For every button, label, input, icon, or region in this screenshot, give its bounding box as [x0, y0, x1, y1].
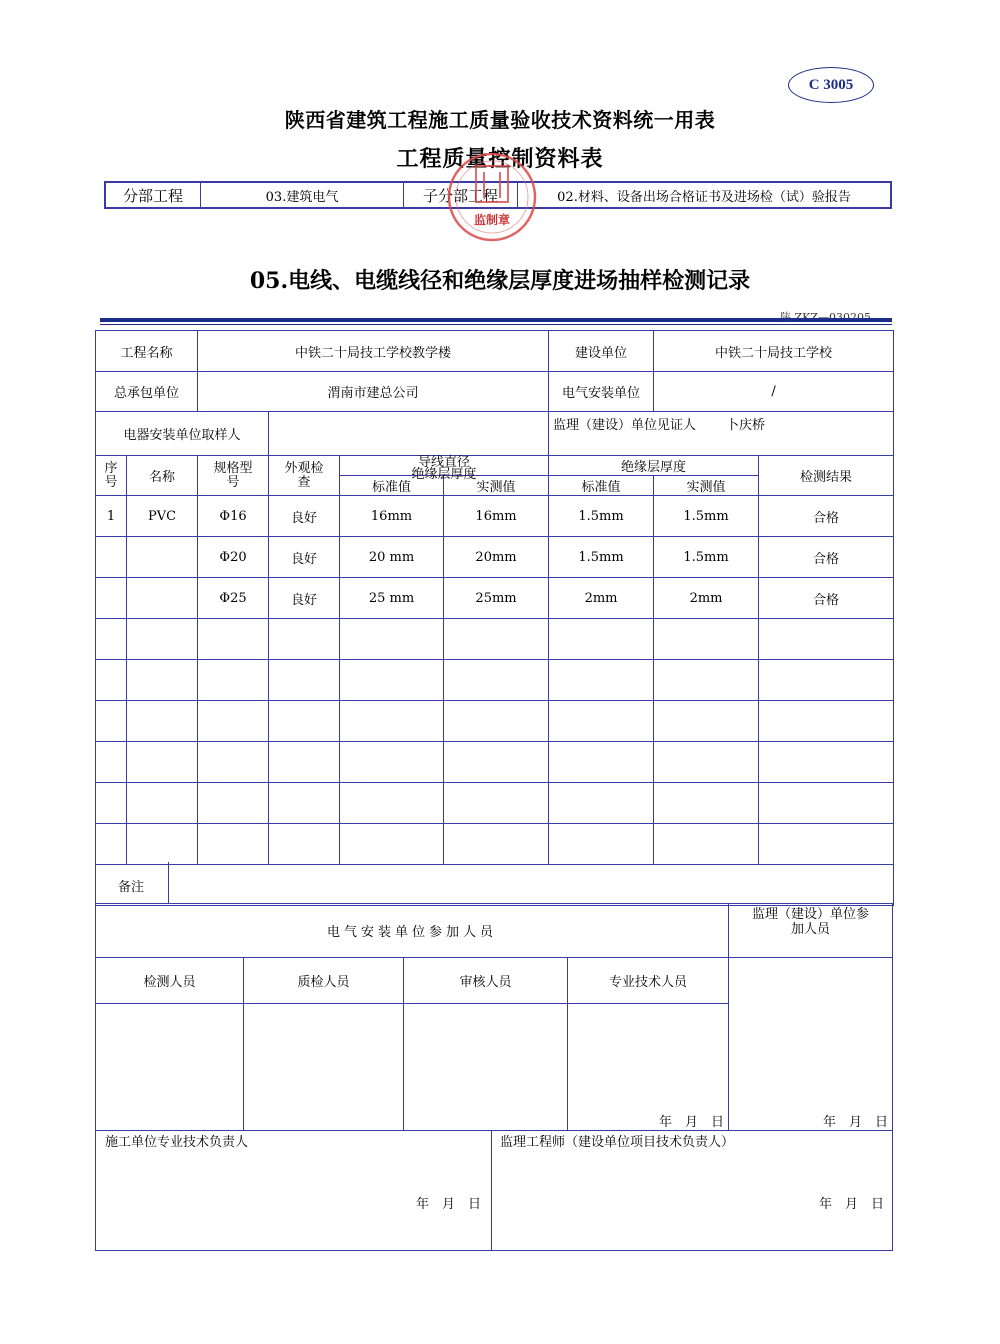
table-row	[96, 496, 894, 537]
row-result: 合格	[759, 578, 894, 619]
header-i-measured: 实测值	[654, 476, 759, 496]
empty-row	[96, 742, 894, 783]
elec-unit: /	[654, 372, 894, 412]
owner: 中铁二十局技工学校	[654, 331, 894, 372]
row-appearance: 良好	[269, 537, 340, 578]
empty-row	[96, 619, 894, 660]
header-row-top	[96, 456, 894, 476]
row-d-standard: 25 mm	[340, 578, 444, 619]
row-i-standard: 1.5mm	[549, 496, 654, 537]
construction-tech-lead-label: 施工单位专业技术负责人	[105, 1135, 249, 1150]
tech-label: 专业技术人员	[567, 957, 729, 1004]
table-row	[96, 537, 894, 578]
division-label: 分部工程	[106, 183, 201, 207]
witness-cell	[549, 412, 894, 456]
header-diameter-overlap: 绝缘层厚度	[411, 467, 477, 482]
row-name	[127, 578, 198, 619]
row-spec: Φ25	[198, 578, 269, 619]
row-seq	[96, 537, 127, 578]
witness-name: 卜庆桥	[726, 418, 766, 433]
remarks-label: 备注	[118, 879, 145, 895]
stamp-text: 监制章	[473, 213, 511, 227]
row-i-measured: 1.5mm	[654, 537, 759, 578]
qc-label: 质检人员	[243, 957, 404, 1004]
contractor-label: 总承包单位	[96, 372, 198, 412]
info-row-sampler	[96, 412, 894, 456]
tech-date: 年 月 日	[658, 1115, 724, 1130]
remarks-cell	[96, 865, 894, 906]
header-i-standard: 标准值	[549, 476, 654, 496]
form-title: 05.电线、电缆线径和绝缘层厚度进场抽样检测记录	[249, 268, 751, 294]
title-rule	[100, 318, 892, 322]
elec-personnel-header	[95, 903, 729, 958]
row-i-standard: 2mm	[549, 578, 654, 619]
empty-row	[96, 701, 894, 742]
reviewer-label: 审核人员	[403, 957, 568, 1004]
elec-personnel-label: 电气安装单位参加人员	[326, 925, 497, 940]
remarks-row	[96, 865, 894, 906]
table-row	[96, 578, 894, 619]
row-d-measured: 20mm	[444, 537, 549, 578]
row-d-measured: 16mm	[444, 496, 549, 537]
header-spec: 规格型号	[198, 456, 269, 496]
row-i-measured: 1.5mm	[654, 496, 759, 537]
row-result: 合格	[759, 496, 894, 537]
tester-label: 检测人员	[95, 957, 244, 1004]
header-d-standard: 标准值	[340, 476, 444, 496]
header-insulation: 绝缘层厚度	[549, 456, 759, 476]
supervisor-sign-area	[728, 957, 893, 1131]
form-code	[780, 309, 871, 325]
row-d-standard: 20 mm	[340, 537, 444, 578]
project-name-label: 工程名称	[96, 331, 198, 372]
qc-sign-area	[243, 1003, 404, 1131]
sampler	[269, 412, 549, 456]
tester-sign-area	[95, 1003, 244, 1131]
row-spec: Φ16	[198, 496, 269, 537]
subdivision-value: 02.材料、设备出场合格证书及进场检（试）验报告	[557, 189, 851, 205]
reviewer-sign-area	[403, 1003, 568, 1131]
remarks-divider	[168, 862, 169, 903]
sampler-label: 电器安装单位取样人	[96, 412, 269, 456]
tech-sign-area	[567, 1003, 729, 1131]
witness-label: 监理（建设）单位见证人	[553, 418, 697, 433]
row-result: 合格	[759, 537, 894, 578]
header-result: 检测结果	[759, 456, 894, 496]
supervising-engineer-box	[491, 1130, 893, 1251]
header-diameter-label: 导线直径	[418, 455, 471, 470]
supervisor-personnel-label: 监理（建设）单位参加人员	[751, 907, 869, 937]
supervisor-personnel-header	[728, 903, 893, 958]
page-title-form-type: 工程质量控制资料表	[396, 146, 604, 172]
supervising-engineer-date: 年 月 日	[818, 1197, 884, 1212]
form-number-badge: C 3005	[788, 67, 874, 103]
row-i-measured: 2mm	[654, 578, 759, 619]
project-name: 中铁二十局技工学校教学楼	[198, 331, 549, 372]
info-row-project	[96, 331, 894, 372]
empty-row	[96, 660, 894, 701]
row-seq	[96, 578, 127, 619]
inspection-table	[95, 330, 894, 906]
row-name: PVC	[127, 496, 198, 537]
header-appearance: 外观检查	[269, 456, 340, 496]
header-name: 名称	[127, 456, 198, 496]
construction-lead-box	[95, 1130, 492, 1251]
supervising-engineer-label: 监理工程师（建设单位项目技术负责人）	[500, 1135, 735, 1150]
page-title-province: 陕西省建筑工程施工质量验收技术资料统一用表	[284, 108, 716, 132]
elec-unit-label: 电气安装单位	[549, 372, 654, 412]
row-appearance: 良好	[269, 578, 340, 619]
row-spec: Φ20	[198, 537, 269, 578]
row-appearance: 良好	[269, 496, 340, 537]
empty-row	[96, 824, 894, 865]
title-rule-thin	[100, 324, 892, 325]
owner-label: 建设单位	[549, 331, 654, 372]
row-i-standard: 1.5mm	[549, 537, 654, 578]
info-row-contractor	[96, 372, 894, 412]
row-seq: 1	[96, 496, 127, 537]
empty-row	[96, 783, 894, 824]
division-value: 03.建筑电气	[201, 183, 404, 207]
supervisor-date: 年 月 日	[822, 1115, 888, 1130]
row-d-standard: 16mm	[340, 496, 444, 537]
supervision-stamp	[444, 152, 540, 242]
construction-lead-date: 年 月 日	[415, 1197, 481, 1212]
subdivision-label: 子分部工程	[404, 183, 518, 207]
contractor: 渭南市建总公司	[198, 372, 549, 412]
header-diameter	[340, 455, 549, 482]
header-d-measured: 实测值	[444, 476, 549, 496]
row-name	[127, 537, 198, 578]
header-seq: 序号	[96, 456, 127, 496]
row-d-measured: 25mm	[444, 578, 549, 619]
